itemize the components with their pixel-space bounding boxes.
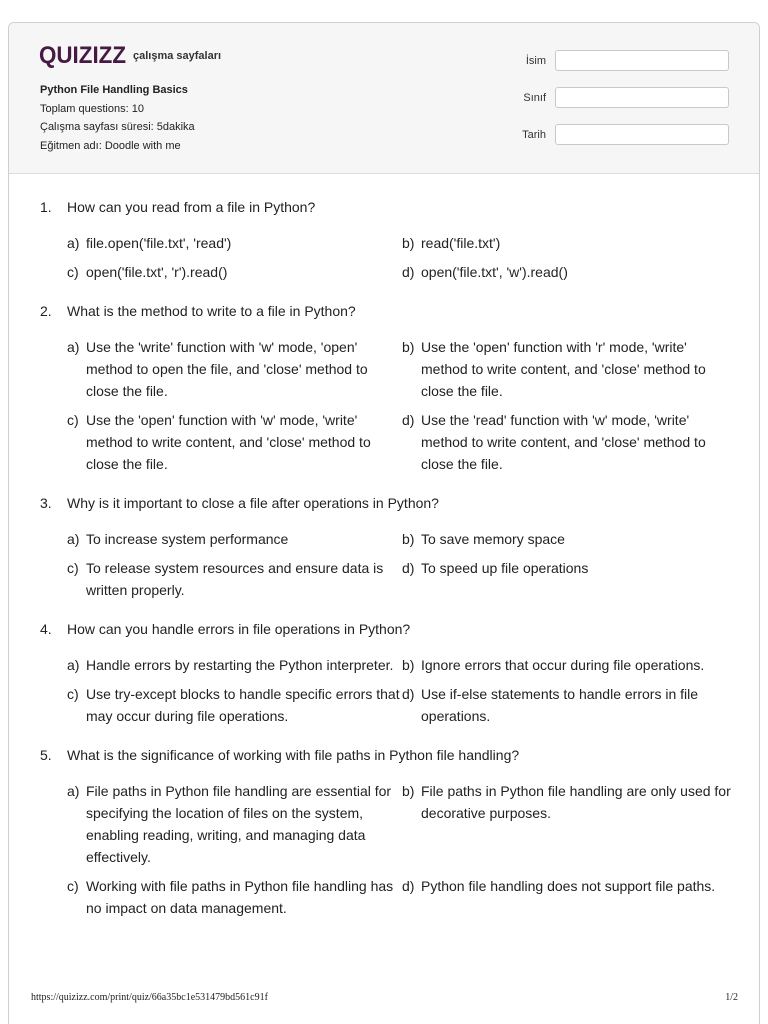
- option-text: Use try-except blocks to handle specific errors that may occur during file operations.: [86, 686, 400, 724]
- option-text: To release system resources and ensure data is written properly.: [86, 560, 384, 598]
- question-3: [40, 494, 740, 601]
- option-text: file.open('file.txt', 'read'): [86, 235, 232, 251]
- option-letter: c): [67, 878, 79, 894]
- question-header: [40, 302, 740, 320]
- option-letter: b): [402, 531, 415, 547]
- name-field-row: [522, 49, 729, 72]
- option-text: Python file handling does not support file paths.: [421, 878, 716, 894]
- worksheet-duration: Çalışma sayfası süresi: 5dakika: [40, 121, 195, 133]
- question-number: 4.: [40, 621, 52, 637]
- worksheet-page: [8, 22, 760, 1024]
- question-text: What is the method to write to a file in Python?: [67, 303, 356, 319]
- option-text: Use the 'open' function with 'w' mode, 'write' method to write content, and 'close' method to close the file.: [86, 412, 371, 472]
- option-grid: [67, 780, 740, 919]
- date-input[interactable]: [555, 124, 729, 145]
- option-b: [402, 336, 737, 402]
- question-5: [40, 746, 740, 919]
- option-b: [402, 232, 737, 254]
- page-number: 1/2: [725, 992, 738, 1003]
- option-letter: c): [67, 560, 79, 576]
- question-number: 2.: [40, 303, 52, 319]
- option-d: [402, 683, 737, 727]
- question-1: [40, 198, 740, 283]
- option-c: [67, 261, 402, 283]
- name-input[interactable]: [555, 50, 729, 71]
- option-letter: a): [67, 235, 80, 251]
- option-b: [402, 528, 737, 550]
- option-grid: [67, 336, 740, 475]
- option-letter: a): [67, 657, 80, 673]
- question-text: How can you read from a file in Python?: [67, 199, 316, 215]
- instructor-name: Eğitmen adı: Doodle with me: [40, 139, 181, 152]
- option-d: [402, 875, 737, 919]
- question-text: Why is it important to close a file after operations in Python?: [67, 495, 439, 511]
- question-text: How can you handle errors in file operations in Python?: [67, 621, 411, 637]
- option-letter: a): [67, 339, 80, 355]
- option-c: [67, 557, 402, 601]
- option-text: read('file.txt'): [421, 235, 501, 251]
- option-text: To speed up file operations: [421, 560, 589, 576]
- option-text: Use the 'read' function with 'w' mode, 'write' method to write content, and 'close' method to close the file.: [421, 412, 706, 472]
- question-number: 5.: [40, 747, 52, 763]
- option-grid: [67, 528, 740, 601]
- option-text: Use the 'open' function with 'r' mode, 'write' method to write content, and 'close' method to close the file.: [421, 339, 706, 399]
- brand-subtitle: çalışma sayfaları: [133, 50, 222, 62]
- option-d: [402, 261, 737, 283]
- class-field-row: [522, 86, 729, 109]
- option-letter: d): [402, 412, 415, 428]
- name-label: İsim: [525, 54, 546, 67]
- option-letter: d): [402, 686, 415, 702]
- option-letter: c): [67, 412, 79, 428]
- date-label: Tarih: [522, 128, 546, 141]
- option-text: Use the 'write' function with 'w' mode, 'open' method to open the file, and 'close' method to close the file.: [86, 339, 368, 399]
- date-field-row: [522, 123, 729, 146]
- worksheet-header: [9, 23, 759, 174]
- print-footer: [0, 992, 768, 1008]
- option-letter: b): [402, 783, 415, 799]
- total-questions: Toplam questions: 10: [40, 102, 144, 115]
- brand: [39, 42, 221, 68]
- class-input[interactable]: [555, 87, 729, 108]
- option-letter: d): [402, 264, 415, 280]
- question-text: What is the significance of working with file paths in Python file handling?: [67, 747, 520, 763]
- question-4: [40, 620, 740, 727]
- student-fields: [522, 49, 729, 160]
- option-text: To save memory space: [421, 531, 565, 547]
- question-2: [40, 302, 740, 475]
- option-text: Use if-else statements to handle errors in file operations.: [421, 686, 699, 724]
- worksheet-title: Python File Handling Basics: [40, 84, 188, 96]
- option-text: Working with file paths in Python file handling has no impact on data management.: [86, 878, 394, 916]
- question-header: [40, 746, 740, 764]
- option-b: [402, 780, 737, 868]
- option-c: [67, 875, 402, 919]
- option-text: To increase system performance: [86, 531, 289, 547]
- option-text: File paths in Python file handling are only used for decorative purposes.: [421, 783, 731, 821]
- option-text: File paths in Python file handling are essential for specifying the location of files on the system, enabling reading, writing, and managing data effectively.: [86, 783, 392, 865]
- option-d: [402, 409, 737, 475]
- option-a: [67, 780, 402, 868]
- quizizz-logo-text: QUIZIZZ: [39, 42, 126, 68]
- question-header: [40, 494, 740, 512]
- option-a: [67, 654, 402, 676]
- option-letter: d): [402, 878, 415, 894]
- quizizz-logo: [39, 42, 127, 68]
- option-letter: b): [402, 235, 415, 251]
- question-number: 3.: [40, 495, 52, 511]
- option-a: [67, 528, 402, 550]
- question-header: [40, 198, 740, 216]
- option-text: Handle errors by restarting the Python interpreter.: [86, 657, 394, 673]
- option-letter: a): [67, 783, 80, 799]
- option-grid: [67, 232, 740, 283]
- worksheet-meta: [40, 81, 195, 155]
- option-d: [402, 557, 737, 601]
- option-letter: c): [67, 686, 79, 702]
- question-number: 1.: [40, 199, 52, 215]
- option-b: [402, 654, 737, 676]
- option-letter: a): [67, 531, 80, 547]
- option-a: [67, 336, 402, 402]
- option-letter: c): [67, 264, 79, 280]
- footer-url: https://quizizz.com/print/quiz/66a35bc1e531479bd561c91f: [31, 992, 268, 1003]
- question-list: [40, 198, 740, 938]
- option-text: open('file.txt', 'w').read(): [421, 264, 568, 280]
- option-letter: b): [402, 657, 415, 673]
- option-c: [67, 409, 402, 475]
- option-a: [67, 232, 402, 254]
- option-text: Ignore errors that occur during file operations.: [421, 657, 705, 673]
- question-header: [40, 620, 740, 638]
- option-letter: d): [402, 560, 415, 576]
- class-label: Sınıf: [523, 91, 546, 104]
- option-grid: [67, 654, 740, 727]
- option-text: open('file.txt', 'r').read(): [86, 264, 228, 280]
- option-letter: b): [402, 339, 415, 355]
- option-c: [67, 683, 402, 727]
